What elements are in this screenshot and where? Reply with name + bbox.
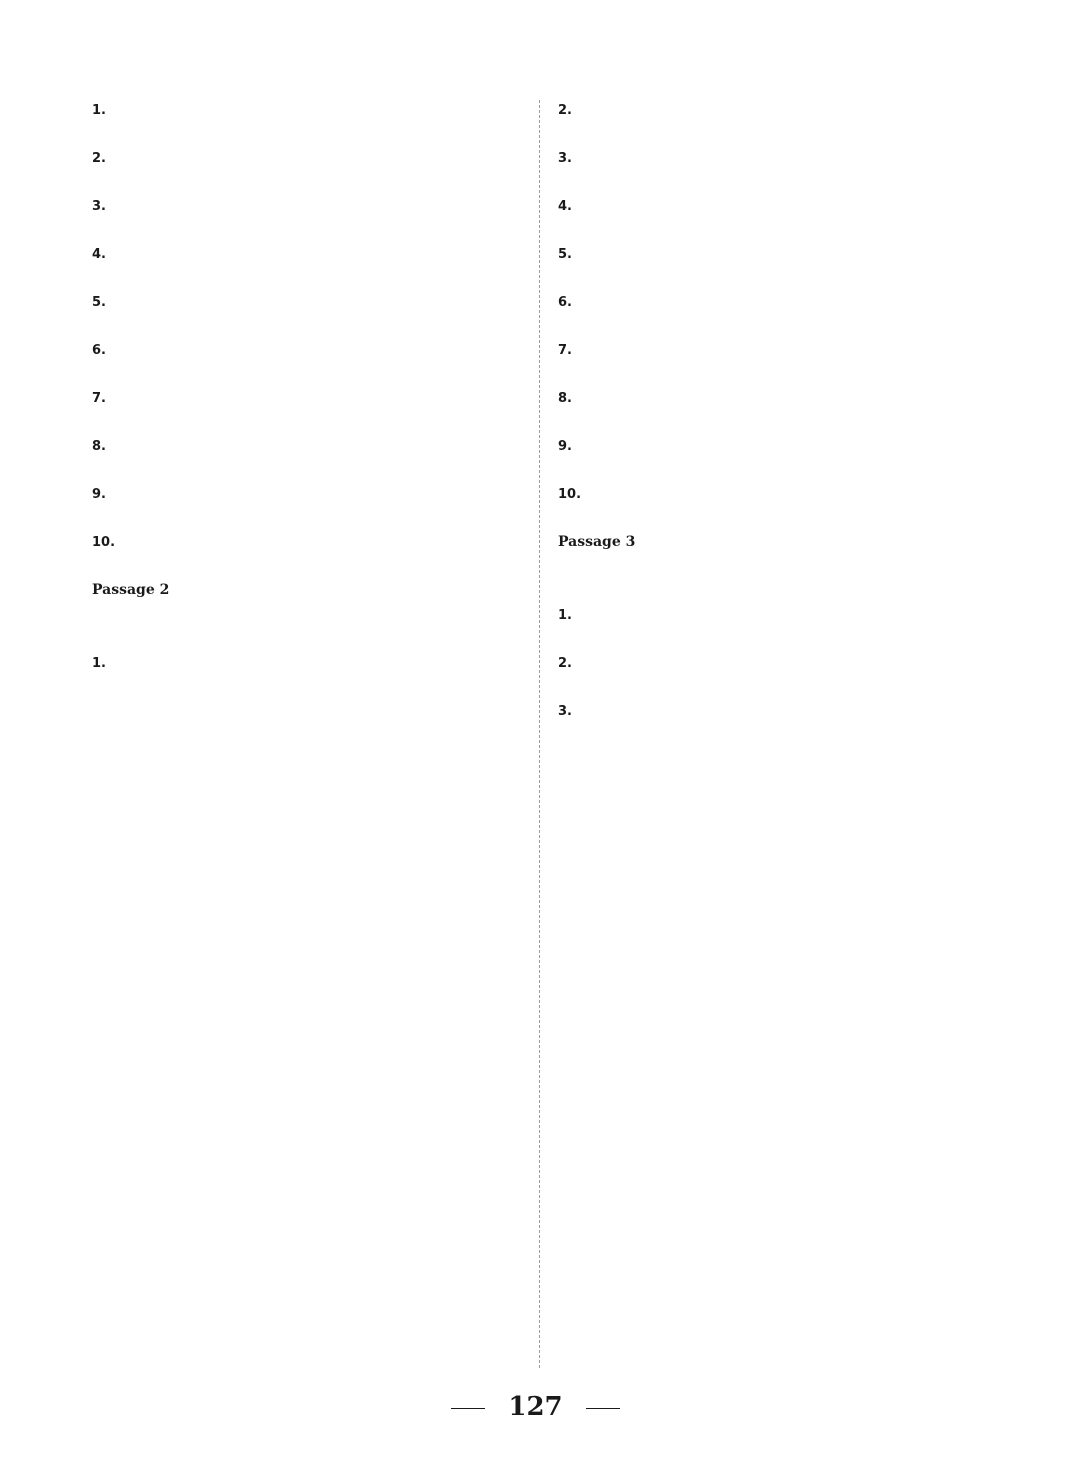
entry-body xyxy=(92,532,522,553)
entry-analysis xyxy=(580,701,988,722)
entry-answer xyxy=(92,169,522,190)
passage-2-left-entries xyxy=(92,653,522,695)
entry-number: 4. xyxy=(558,199,572,214)
entry-answer xyxy=(558,409,988,430)
answer-entry xyxy=(558,436,988,478)
entry-number: 6. xyxy=(92,343,106,358)
entry-body xyxy=(558,653,988,674)
answer-entry xyxy=(558,244,988,286)
entry-body xyxy=(92,292,522,313)
entry-answer xyxy=(92,121,522,142)
entry-number: 2. xyxy=(92,151,106,166)
entry-analysis xyxy=(580,605,988,626)
answer-entry xyxy=(92,340,522,382)
answer-entry xyxy=(558,292,988,334)
entry-number: 8. xyxy=(92,439,106,454)
entry-analysis xyxy=(114,244,522,265)
entry-body xyxy=(558,100,988,121)
answer-entry xyxy=(92,100,522,142)
passage-3-reading-note xyxy=(558,557,988,599)
entry-number: 8. xyxy=(558,391,572,406)
entry-analysis xyxy=(580,148,988,169)
answer-entry xyxy=(92,292,522,334)
entry-body xyxy=(92,244,522,265)
entry-body xyxy=(92,340,522,361)
answer-entry xyxy=(92,388,522,430)
answer-entry xyxy=(558,484,988,526)
entry-body xyxy=(92,484,522,505)
entry-number: 1. xyxy=(92,656,106,671)
entry-analysis xyxy=(580,196,988,217)
entry-number: 9. xyxy=(558,439,572,454)
entry-number: 7. xyxy=(92,391,106,406)
entry-analysis xyxy=(114,653,522,674)
entry-body xyxy=(558,436,988,457)
answer-entry xyxy=(92,532,522,574)
entry-answer xyxy=(558,361,988,382)
entry-number: 1. xyxy=(92,103,106,118)
entry-analysis xyxy=(580,388,988,409)
entry-body xyxy=(558,292,988,313)
answer-entry xyxy=(92,484,522,526)
entry-answer xyxy=(92,217,522,238)
entry-analysis xyxy=(580,244,988,265)
right-column xyxy=(558,100,988,1368)
entry-answer xyxy=(558,217,988,238)
answer-entry xyxy=(558,653,988,695)
entry-analysis xyxy=(114,100,522,121)
entry-body xyxy=(558,196,988,217)
passage-3-heading: Passage 3 xyxy=(558,534,636,550)
answer-entry xyxy=(558,100,988,142)
entry-answer xyxy=(558,313,988,334)
entry-answer xyxy=(558,626,988,647)
footer-rule-left xyxy=(451,1408,485,1409)
entry-body xyxy=(558,701,988,722)
left-column xyxy=(92,100,522,1368)
entry-number: 7. xyxy=(558,343,572,358)
passage-2-right-entries xyxy=(558,100,988,526)
entry-analysis xyxy=(581,484,988,505)
entry-answer xyxy=(558,169,988,190)
entry-number: 1. xyxy=(558,608,572,623)
entry-number: 3. xyxy=(558,151,572,166)
footer-rule-right xyxy=(586,1408,620,1409)
entry-analysis xyxy=(580,340,988,361)
entry-analysis xyxy=(114,388,522,409)
entry-analysis xyxy=(114,148,522,169)
entry-answer xyxy=(92,505,522,526)
answer-entry xyxy=(558,196,988,238)
entry-answer xyxy=(92,457,522,478)
entry-analysis xyxy=(580,436,988,457)
answer-columns xyxy=(92,100,988,1368)
entry-number: 3. xyxy=(558,704,572,719)
answer-entry xyxy=(92,148,522,190)
passage-1-entries xyxy=(92,100,522,574)
entry-body xyxy=(92,653,522,674)
entry-body xyxy=(558,388,988,409)
entry-number: 6. xyxy=(558,295,572,310)
entry-answer xyxy=(558,674,988,695)
entry-number: 2. xyxy=(558,103,572,118)
passage-2-reading-note xyxy=(92,605,522,647)
answer-entry xyxy=(558,388,988,430)
entry-number: 10. xyxy=(558,487,582,502)
passage-3-entries xyxy=(558,605,988,743)
entry-number: 10. xyxy=(92,535,116,550)
entry-body xyxy=(558,484,988,505)
entry-analysis xyxy=(114,292,522,313)
entry-body xyxy=(92,196,522,217)
answer-entry xyxy=(92,653,522,695)
entry-body xyxy=(92,100,522,121)
entry-analysis xyxy=(114,484,522,505)
answer-entry xyxy=(92,436,522,478)
answer-entry xyxy=(558,605,988,647)
answer-entry xyxy=(558,148,988,190)
entry-number: 2. xyxy=(558,656,572,671)
entry-body xyxy=(92,388,522,409)
entry-answer xyxy=(92,409,522,430)
entry-body xyxy=(92,148,522,169)
entry-body xyxy=(558,340,988,361)
entry-answer xyxy=(558,457,988,478)
entry-answer xyxy=(92,361,522,382)
entry-number: 4. xyxy=(92,247,106,262)
entry-answer xyxy=(92,265,522,286)
entry-answer xyxy=(558,121,988,142)
answer-entry xyxy=(558,340,988,382)
entry-number: 5. xyxy=(558,247,572,262)
entry-answer xyxy=(558,265,988,286)
entry-number: 3. xyxy=(92,199,106,214)
entry-body xyxy=(558,605,988,626)
entry-body xyxy=(558,148,988,169)
page-number: 127 xyxy=(508,1392,563,1422)
entry-analysis xyxy=(114,436,522,457)
entry-analysis xyxy=(580,653,988,674)
passage-2-heading: Passage 2 xyxy=(92,582,170,598)
entry-number: 5. xyxy=(92,295,106,310)
answer-entry xyxy=(92,196,522,238)
answer-entry xyxy=(92,244,522,286)
entry-analysis xyxy=(114,196,522,217)
entry-body xyxy=(558,244,988,265)
page-number-footer xyxy=(0,1392,1071,1422)
entry-analysis xyxy=(114,340,522,361)
answer-entry xyxy=(558,701,988,743)
entry-analysis xyxy=(580,292,988,313)
entry-analysis xyxy=(580,100,988,121)
entry-answer xyxy=(92,313,522,334)
entry-number: 9. xyxy=(92,487,106,502)
entry-answer xyxy=(92,674,522,695)
entry-answer xyxy=(558,505,988,526)
entry-answer xyxy=(558,722,988,743)
entry-answer xyxy=(92,553,522,574)
entry-analysis xyxy=(115,532,522,553)
entry-body xyxy=(92,436,522,457)
